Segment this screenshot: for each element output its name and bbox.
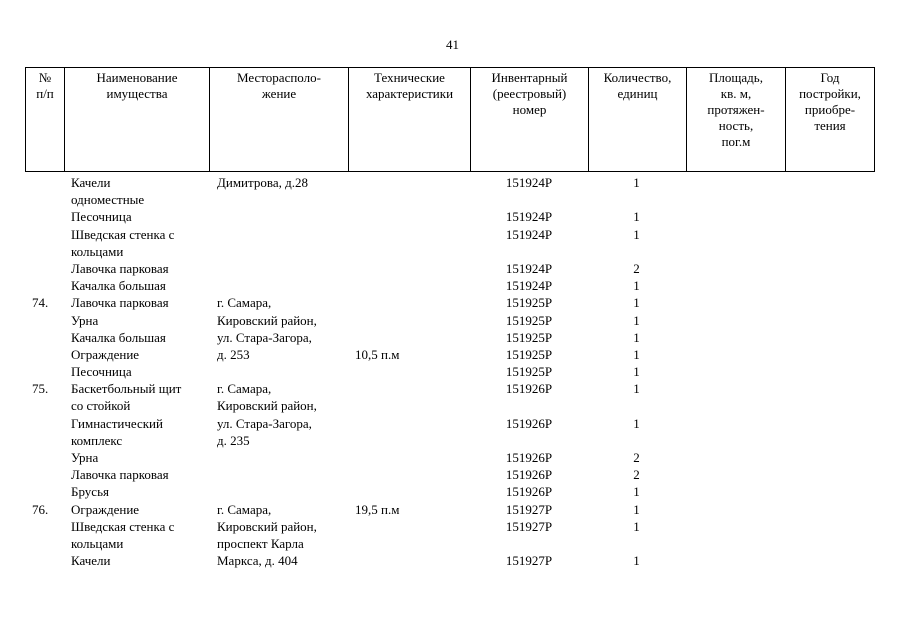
table-row (25, 191, 875, 208)
table-row (25, 346, 875, 363)
cell-name: Шведская стенка с (71, 518, 175, 534)
cell-inventory: 151924Р (505, 226, 553, 242)
table-row (25, 415, 875, 432)
cell-name: Песочница (71, 209, 132, 225)
cell-inventory: 151926Р (505, 484, 553, 500)
cell-inventory: 151924Р (505, 175, 553, 190)
cell-quantity: 1 (633, 381, 640, 397)
cell-inventory: 151926Р (505, 467, 553, 483)
cell-name: Качалка большая (71, 278, 166, 294)
header-quantity: Количество, единиц (588, 68, 686, 171)
table-row (25, 329, 875, 346)
cell-num: 75. (32, 381, 49, 397)
cell-name: Лавочка парковая (71, 467, 169, 483)
cell-name: Качели (71, 175, 111, 190)
cell-name: Брусья (71, 484, 109, 500)
header-name: Наименование имущества (64, 68, 209, 171)
cell-quantity: 1 (633, 312, 640, 328)
cell-inventory: 151926Р (505, 450, 553, 465)
cell-quantity: 1 (633, 364, 640, 380)
cell-tech: 10,5 п.м (355, 346, 400, 362)
cell-location: ул. Стара-Загора, (217, 415, 312, 431)
cell-quantity: 1 (633, 226, 640, 242)
header-inventory: Инвентарный (реестровый) номер (470, 68, 588, 171)
header-tech: Технические характеристики (348, 68, 470, 171)
cell-inventory: 151924Р (505, 260, 553, 276)
cell-name: Качели (71, 553, 111, 569)
cell-name: комплекс (71, 432, 123, 448)
table-row (25, 432, 875, 449)
cell-location: г. Самара, (217, 295, 272, 311)
cell-inventory: 151927Р (505, 501, 553, 517)
header-year: Год постройки, приобре- тения (785, 68, 874, 171)
cell-location: Кировский район, (217, 398, 317, 414)
cell-quantity: 2 (633, 450, 640, 465)
cell-name: Лавочка парковая (71, 260, 169, 276)
cell-name: Урна (71, 312, 99, 328)
cell-inventory: 151927Р (505, 518, 553, 534)
header-location: Месторасполо- жение (209, 68, 348, 171)
cell-name: Ограждение (71, 346, 140, 362)
cell-name: одноместные (71, 192, 145, 208)
cell-location: Димитрова, д.28 (217, 175, 308, 190)
table-row (25, 277, 875, 294)
cell-name: со стойкой (71, 398, 131, 414)
cell-quantity: 1 (633, 415, 640, 431)
cell-name: кольцами (71, 243, 124, 259)
cell-name: Гимнастический (71, 415, 163, 431)
page-number: 41 (446, 37, 459, 52)
table-row (25, 397, 875, 414)
cell-tech: 19,5 п.м (355, 501, 400, 517)
cell-name: Баскетбольный щит (71, 381, 182, 397)
cell-name: Ограждение (71, 501, 140, 517)
cell-quantity: 2 (633, 260, 640, 276)
cell-quantity: 2 (633, 467, 640, 483)
table-row (25, 483, 875, 500)
table-body (25, 174, 875, 569)
cell-location: д. 253 (217, 346, 250, 362)
cell-num: 74. (32, 295, 49, 311)
table-row (25, 208, 875, 225)
cell-inventory: 151925Р (505, 295, 553, 311)
cell-inventory: 151926Р (505, 381, 553, 397)
header-area: Площадь, кв. м, протяжен- ность, пог.м (686, 68, 785, 171)
cell-name: Лавочка парковая (71, 295, 169, 311)
table-row (25, 552, 875, 569)
table-row (25, 380, 875, 397)
table-header (25, 67, 875, 172)
table-row (25, 466, 875, 483)
cell-quantity: 1 (633, 484, 640, 500)
header-num: № п/п (36, 70, 54, 101)
cell-inventory: 151925Р (505, 312, 553, 328)
cell-quantity: 1 (633, 553, 640, 569)
table-row (25, 226, 875, 243)
cell-location: проспект Карла (217, 535, 304, 551)
cell-location: Маркса, д. 404 (217, 553, 298, 569)
table-row (25, 294, 875, 311)
table-row (25, 518, 875, 535)
table-row (25, 449, 875, 466)
table-row (25, 174, 875, 191)
cell-inventory: 151924Р (505, 209, 553, 225)
cell-name: Урна (71, 450, 99, 465)
cell-quantity: 1 (633, 346, 640, 362)
cell-name: Песочница (71, 364, 132, 380)
cell-inventory: 151926Р (505, 415, 553, 431)
cell-location: Кировский район, (217, 312, 317, 328)
cell-quantity: 1 (633, 209, 640, 225)
table-row (25, 243, 875, 260)
table-row (25, 260, 875, 277)
cell-inventory: 151925Р (505, 329, 553, 345)
cell-quantity: 1 (633, 175, 640, 190)
cell-inventory: 151925Р (505, 346, 553, 362)
cell-quantity: 1 (633, 518, 640, 534)
cell-location: г. Самара, (217, 381, 272, 397)
cell-inventory: 151925Р (505, 364, 553, 380)
cell-quantity: 1 (633, 329, 640, 345)
table-row (25, 363, 875, 380)
cell-quantity: 1 (633, 295, 640, 311)
table-row (25, 312, 875, 329)
cell-quantity: 1 (633, 278, 640, 294)
cell-location: ул. Стара-Загора, (217, 329, 312, 345)
cell-name: кольцами (71, 535, 124, 551)
cell-name: Качалка большая (71, 329, 166, 345)
cell-quantity: 1 (633, 501, 640, 517)
cell-location: Кировский район, (217, 518, 317, 534)
cell-inventory: 151924Р (505, 278, 553, 294)
cell-num: 76. (32, 501, 49, 517)
table-row (25, 535, 875, 552)
cell-name: Шведская стенка с (71, 226, 175, 242)
cell-inventory: 151927Р (505, 553, 553, 569)
cell-location: д. 235 (217, 432, 250, 448)
cell-location: г. Самара, (217, 501, 272, 517)
table-row (25, 501, 875, 518)
